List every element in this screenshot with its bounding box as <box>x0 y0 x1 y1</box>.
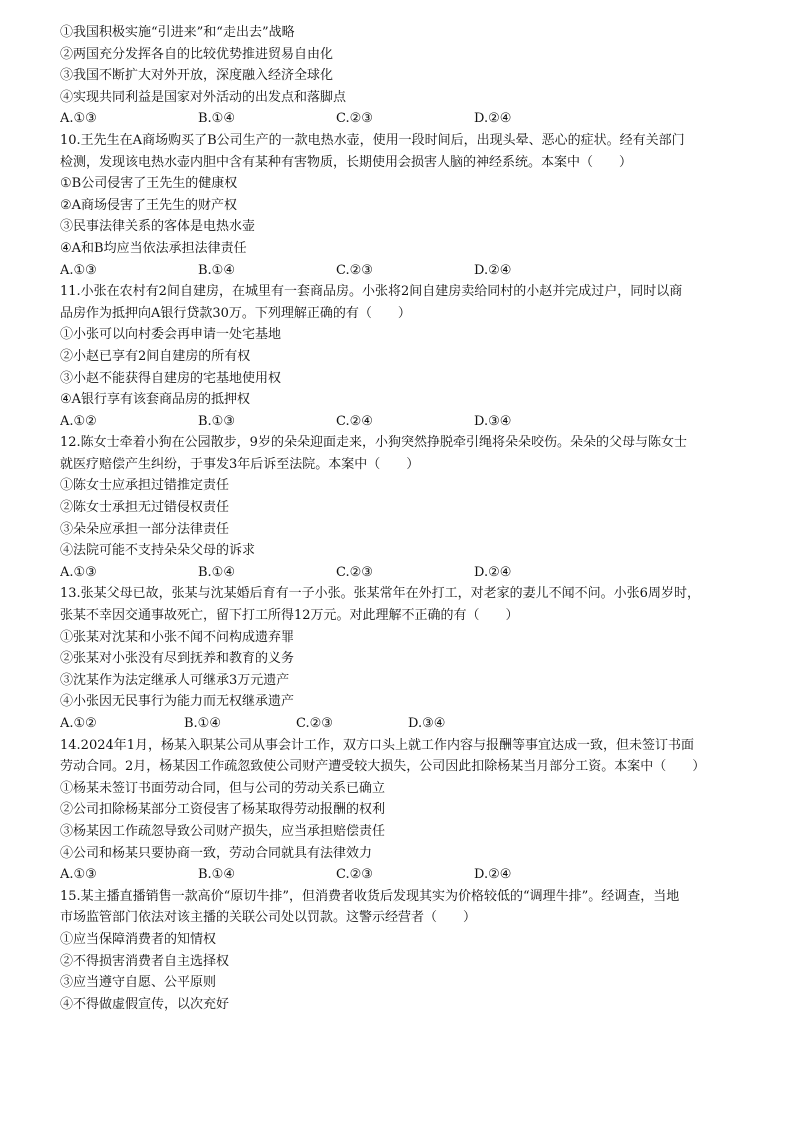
question-stem: 品房作为抵押向A银行贷款30万。下列理解正确的有（ ） <box>60 305 411 321</box>
question-stem: 市场监管部门依法对该主播的关联公司处以罚款。这警示经营者（ ） <box>60 910 477 926</box>
question-stem: 11.小张在农村有2间自建房，在城里有一套商品房。小张将2间自建房卖给同村的小赵并完成过户，同时以商 <box>60 284 683 300</box>
statement-line: ①我国积极实施“引进来”和“走出去”战略 <box>60 25 295 40</box>
question-stem: 就医疗赔偿产生纠纷，于事发3年后诉至法院。本案中（ ） <box>60 456 420 472</box>
choice-a: A.①③ <box>60 564 97 580</box>
statement-line: ③应当遵守自愿、公平原则 <box>60 975 217 991</box>
statement-line: ②两国充分发挥各自的比较优势推进贸易自由化 <box>60 46 334 62</box>
question-15 <box>60 886 750 1016</box>
statement-line: ②小赵已享有2间自建房的所有权 <box>60 348 251 364</box>
question-11 <box>60 281 750 432</box>
choice-b: B.①③ <box>198 413 235 429</box>
choice-c: C.②③ <box>336 867 373 883</box>
choice-a: A.①③ <box>60 111 97 127</box>
question-14 <box>60 735 750 886</box>
statement-line: ②公司扣除杨某部分工资侵害了杨某取得劳动报酬的权利 <box>60 802 386 818</box>
statement-line: ④不得做虚假宣传，以次充好 <box>60 996 230 1012</box>
statement-line: ③小赵不能获得自建房的宅基地使用权 <box>60 370 282 386</box>
question-13 <box>60 583 750 734</box>
choice-c: C.②④ <box>336 413 373 429</box>
statement-line: ②张某对小张没有尽到抚养和教育的义务 <box>60 651 295 667</box>
statement-line: ①应当保障消费者的知情权 <box>60 931 217 947</box>
question-stem: 14.2024年1月，杨某入职某公司从事会计工作，双方口头上就工作内容与报酬等事宜达成一致，但未签订书面 <box>60 737 695 753</box>
statement-line: ④实现共同利益是国家对外活动的出发点和落脚点 <box>60 89 347 105</box>
answer-choices <box>60 108 750 130</box>
question-stem: 10.王先生在A商场购买了B公司生产的一款电热水壶，使用一段时间后，出现头晕、恶心的症状。经有关部门 <box>60 132 685 148</box>
question-10 <box>60 130 750 281</box>
question-stem: 12.陈女士牵着小狗在公园散步，9岁的朵朵迎面走来，小狗突然挣脱牵引绳将朵朵咬伤。朵朵的父母与陈女士 <box>60 435 687 451</box>
statement-line: ④A和B均应当依法承担法律责任 <box>60 240 247 256</box>
choice-c: C.②③ <box>336 564 373 580</box>
statement-line: ②A商场侵害了王先生的财产权 <box>60 197 238 213</box>
question-stem: 13.张某父母已故，张某与沈某婚后育有一子小张。张某常年在外打工，对老家的妻儿不闻不问。小张6周岁时， <box>60 586 700 602</box>
question-12 <box>60 432 750 583</box>
choice-b: B.①④ <box>198 262 235 278</box>
statement-line: ④小张因无民事行为能力而无权继承遗产 <box>60 694 295 710</box>
choice-d: D.②④ <box>474 111 512 127</box>
answer-choices <box>60 562 750 584</box>
choice-d: D.③④ <box>408 716 446 731</box>
choice-b: B.①④ <box>198 867 235 883</box>
choice-d: D.②④ <box>474 564 512 580</box>
statement-line: ④公司和杨某只要协商一致，劳动合同就具有法律效力 <box>60 845 373 861</box>
question-9-tail <box>60 22 750 130</box>
question-stem: 劳动合同。2月，杨某因工作疏忽致使公司财产遭受较大损失，公司因此扣除杨某当月部分工资。本案中（ ） <box>60 759 706 775</box>
choice-c: C.②③ <box>296 716 333 731</box>
statement-line: ③沈某作为法定继承人可继承3万元遗产 <box>60 672 290 688</box>
statement-line: ①陈女士应承担过错推定责任 <box>60 478 230 494</box>
choice-d: D.②④ <box>474 262 512 278</box>
statement-line: ①小张可以向村委会再申请一处宅基地 <box>60 327 282 343</box>
choice-d: D.②④ <box>474 867 512 883</box>
answer-choices <box>60 864 750 886</box>
answer-choices <box>60 713 750 735</box>
statement-line: ③朵朵应承担一部分法律责任 <box>60 521 230 537</box>
question-stem: 检测，发现该电热水壶内胆中含有某种有害物质，长期使用会损害人脑的神经系统。本案中（ ） <box>60 154 633 170</box>
question-stem: 张某不幸因交通事故死亡，留下打工所得12万元。对此理解不正确的有（ ） <box>60 608 519 624</box>
statement-line: ④A银行享有该套商品房的抵押权 <box>60 392 251 408</box>
statement-line: ②不得损害消费者自主选择权 <box>60 953 230 969</box>
answer-choices <box>60 411 750 433</box>
statement-line: ③民事法律关系的客体是电热水壶 <box>60 219 256 235</box>
statement-line: ①B公司侵害了王先生的健康权 <box>60 176 238 192</box>
statement-line: ①杨某未签订书面劳动合同，但与公司的劳动关系已确立 <box>60 780 386 796</box>
choice-b: B.①④ <box>184 716 221 731</box>
choice-a: A.①② <box>60 413 97 429</box>
statement-line: ④法院可能不支持朵朵父母的诉求 <box>60 543 256 559</box>
choice-c: C.②③ <box>336 111 373 127</box>
choice-a: A.①③ <box>60 867 97 883</box>
choice-a: A.①② <box>60 716 97 731</box>
statement-line: ②陈女士承担无过错侵权责任 <box>60 500 230 516</box>
choice-c: C.②③ <box>336 262 373 278</box>
choice-b: B.①④ <box>198 111 235 127</box>
question-stem: 15.某主播直播销售一款高价“原切牛排”，但消费者收货后发现其实为价格较低的“调理牛排”。经调查，当地 <box>60 888 680 904</box>
choice-d: D.③④ <box>474 413 512 429</box>
statement-line: ③杨某因工作疏忽导致公司财产损失，应当承担赔偿责任 <box>60 823 386 839</box>
exam-page <box>60 22 750 1015</box>
answer-choices <box>60 260 750 282</box>
choice-a: A.①③ <box>60 262 97 278</box>
choice-b: B.①④ <box>198 564 235 580</box>
statement-line: ③我国不断扩大对外开放，深度融入经济全球化 <box>60 68 334 84</box>
statement-line: ①张某对沈某和小张不闻不问构成遗弃罪 <box>60 629 295 645</box>
